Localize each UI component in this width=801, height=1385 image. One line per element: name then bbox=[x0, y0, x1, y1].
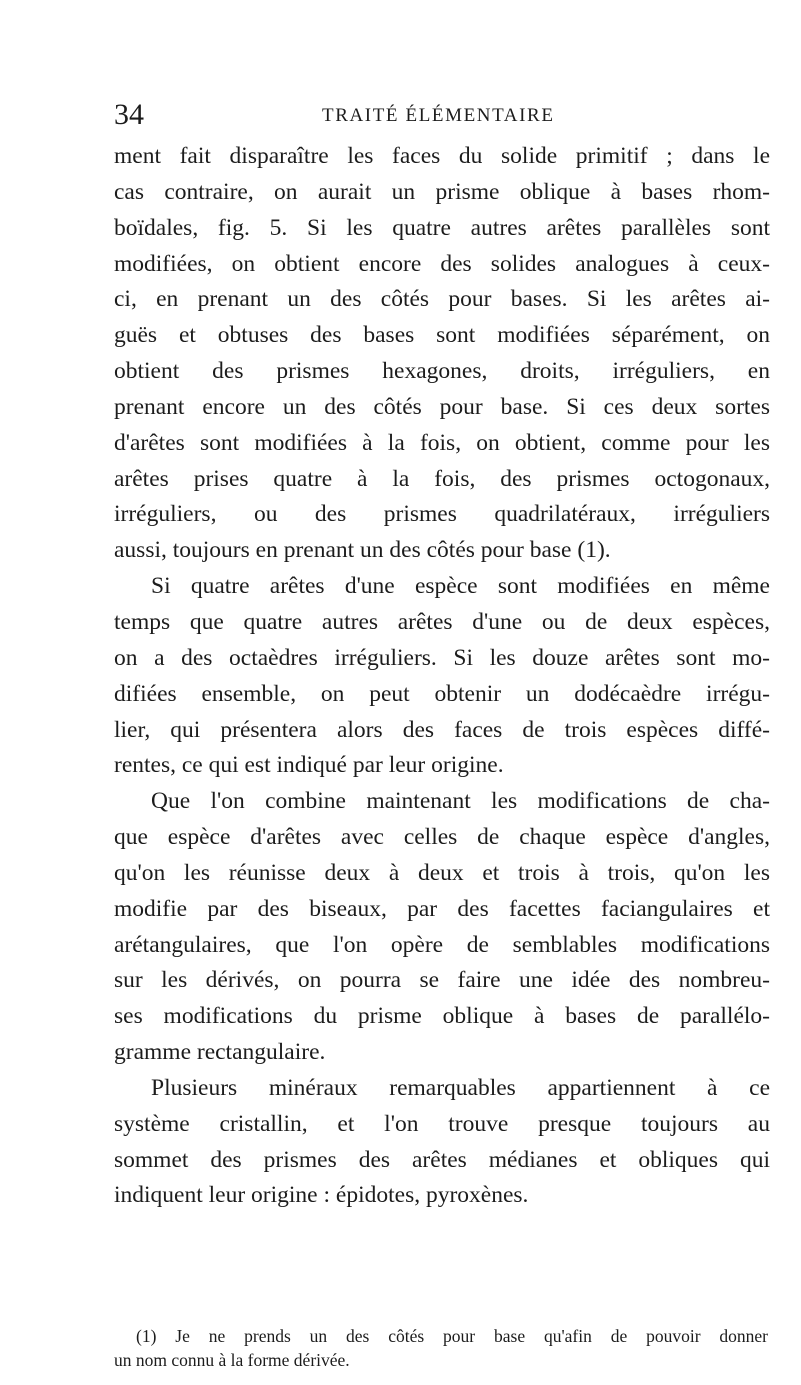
text-line: lier, qui présentera alors des faces de trois espèces diffé- bbox=[114, 716, 770, 743]
text-line: d'arêtes sont modifiées à la fois, on obtient, comme pour les bbox=[114, 429, 770, 456]
text-line: guës et obtuses des bases sont modifiées séparément, on bbox=[114, 322, 770, 349]
text-line: aussi, toujours en prenant un des côtés pour base (1). bbox=[114, 537, 611, 564]
text-line: ment fait disparaître les faces du solide primitif ; dans le bbox=[114, 143, 770, 169]
paragraph-start-line: Que l'on combine maintenant les modifications de cha- bbox=[151, 788, 770, 815]
text-line: sur les dérivés, on pourra se faire une idée des nombreu- bbox=[114, 967, 770, 994]
paragraph-start-line: Plusieurs minéraux remarquables appartiennent à ce bbox=[151, 1074, 770, 1101]
text-line: système cristallin, et l'on trouve presque toujours au bbox=[114, 1110, 770, 1137]
text-line: prenant encore un des côtés pour base. Si ces deux sortes bbox=[114, 393, 770, 420]
footnote bbox=[114, 1324, 768, 1372]
footnote-line: un nom connu à la forme dérivée. bbox=[114, 1350, 350, 1370]
text-line: arétangulaires, que l'on opère de semblables modifications bbox=[114, 931, 770, 958]
text-line: temps que quatre autres arêtes d'une ou de deux espèces, bbox=[114, 608, 770, 635]
text-line: on a des octaèdres irréguliers. Si les douze arêtes sont mo- bbox=[114, 644, 770, 671]
text-line: que espèce d'arêtes avec celles de chaque espèce d'angles, bbox=[114, 824, 770, 851]
text-line: modifie par des biseaux, par des facettes faciangulaires et bbox=[114, 895, 770, 922]
text-line: ses modifications du prisme oblique à bases de parallélo- bbox=[114, 1003, 770, 1030]
text-line: obtient des prismes hexagones, droits, irréguliers, en bbox=[114, 358, 770, 385]
text-line: difiées ensemble, on peut obtenir un dodécaèdre irrégu- bbox=[114, 680, 770, 707]
text-line: irréguliers, ou des prismes quadrilatéraux, irréguliers bbox=[114, 501, 770, 528]
text-line: gramme rectangulaire. bbox=[114, 1039, 326, 1066]
text-line: modifiées, on obtient encore des solides analogues à ceux- bbox=[114, 250, 770, 277]
text-line: cas contraire, on aurait un prisme oblique à bases rhom- bbox=[114, 178, 770, 205]
footnote-line: (1) Je ne prends un des côtés pour base qu'afin de pouvoir donner bbox=[136, 1326, 768, 1346]
text-line: ci, en prenant un des côtés pour bases. Si les arêtes ai- bbox=[114, 286, 770, 313]
body-text bbox=[114, 139, 770, 1214]
text-line: qu'on les réunisse deux à deux et trois à trois, qu'on les bbox=[114, 859, 770, 886]
page-header bbox=[114, 97, 754, 133]
text-line: sommet des prismes des arêtes médianes et obliques qui bbox=[114, 1146, 770, 1173]
paragraph-start-line: Si quatre arêtes d'une espèce sont modifiées en même bbox=[151, 573, 770, 600]
page-number: 34 bbox=[114, 98, 144, 131]
text-line: rentes, ce qui est indiqué par leur origine. bbox=[114, 752, 504, 779]
text-line: arêtes prises quatre à la fois, des prismes octogonaux, bbox=[114, 465, 770, 492]
running-title: TRAITÉ ÉLÉMENTAIRE bbox=[322, 105, 555, 126]
text-line: boïdales, fig. 5. Si les quatre autres arêtes parallèles sont bbox=[114, 214, 770, 241]
text-line: indiquent leur origine : épidotes, pyroxènes. bbox=[114, 1182, 529, 1209]
